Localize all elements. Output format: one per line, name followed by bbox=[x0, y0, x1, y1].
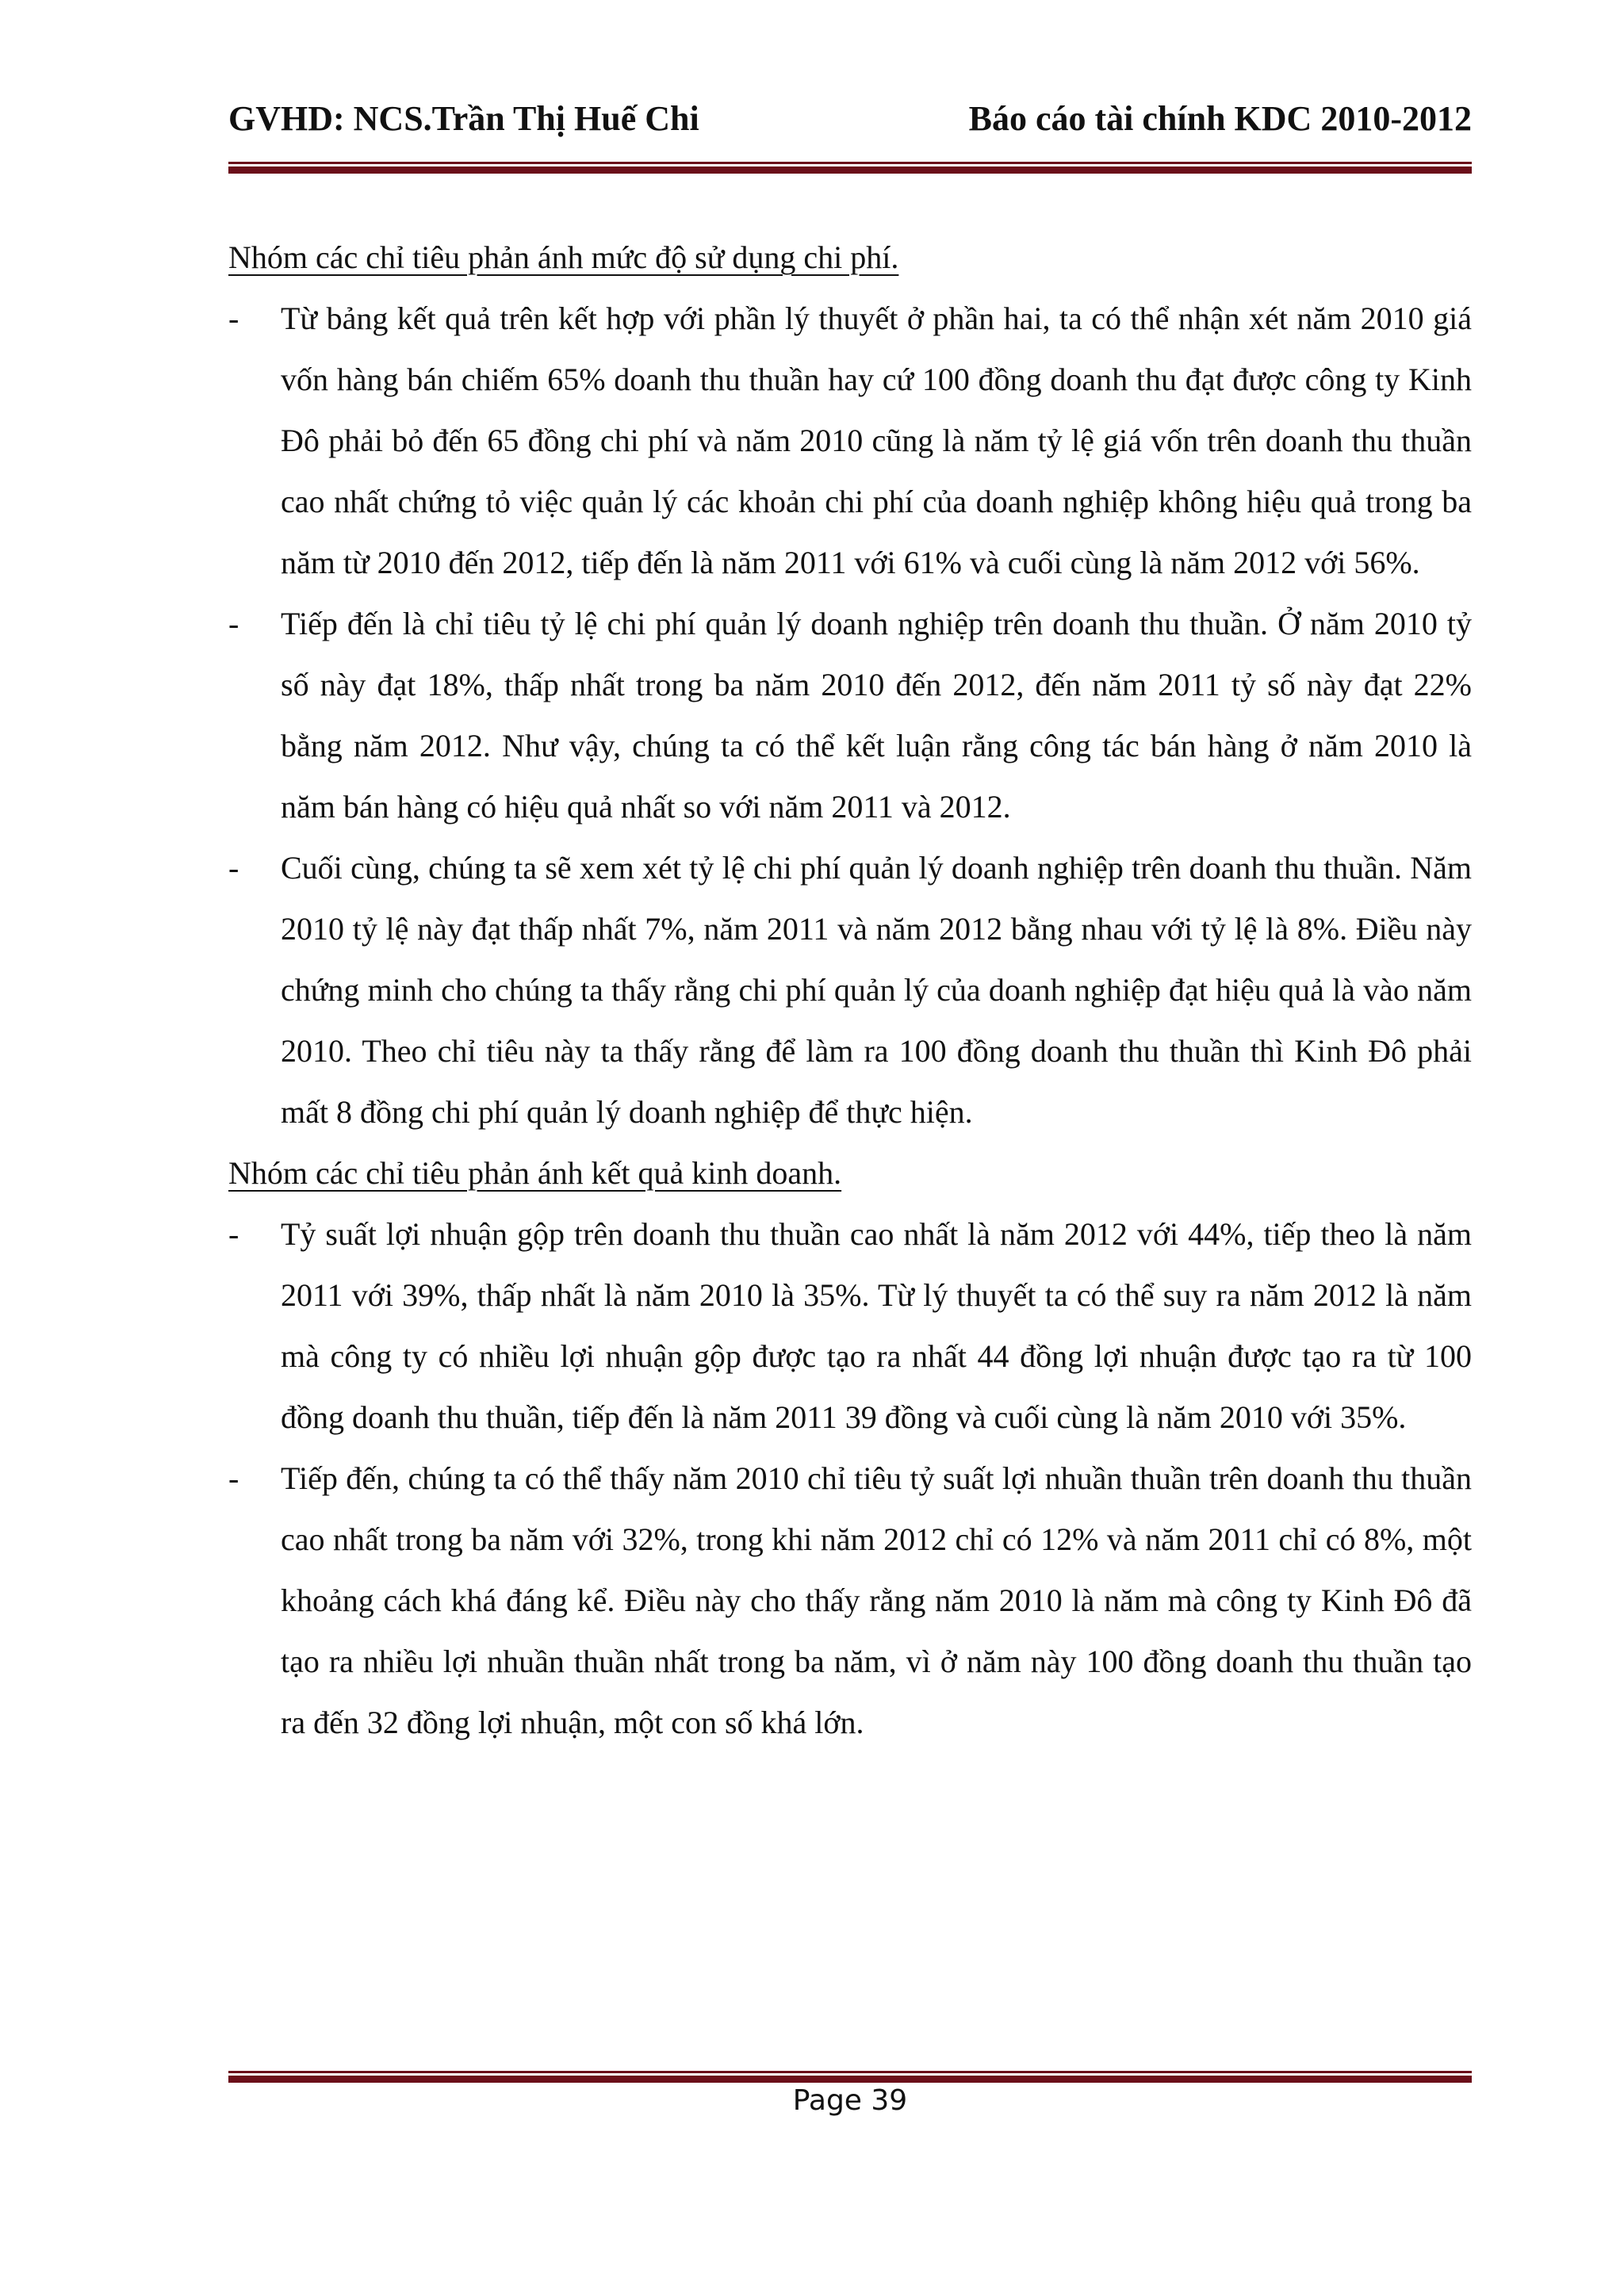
footer-divider-thin-line bbox=[228, 2071, 1472, 2073]
list-item bbox=[228, 1203, 1472, 1448]
header-divider-thick-line bbox=[228, 166, 1472, 174]
list-item bbox=[228, 837, 1472, 1142]
header-divider-thin-line bbox=[228, 162, 1472, 164]
page-number: Page 39 bbox=[792, 2084, 908, 2117]
list-item-text: Tiếp đến là chỉ tiêu tỷ lệ chi phí quản lý doanh nghiệp trên doanh thu thuần. Ở năm 2010 tỷ số này đạt 18%, thấp nhất trong ba năm 2010 đến 2012, đến năm 2011 tỷ số này đạt 22% bằng năm 2012. Như vậy, chúng ta có thể kết luận rằng công tác bán hàng ở năm 2010 là năm bán hàng có hiệu quả nhất so với năm 2011 và 2012. bbox=[281, 606, 1472, 825]
bullet-dash: - bbox=[228, 850, 239, 886]
section-heading-cost-usage: Nhóm các chỉ tiêu phản ánh mức độ sử dụng chi phí. bbox=[228, 239, 899, 275]
section-heading-business-results: Nhóm các chỉ tiêu phản ánh kết quả kinh doanh. bbox=[228, 1155, 842, 1191]
page-header bbox=[228, 95, 1472, 143]
list-item-text: Tiếp đến, chúng ta có thể thấy năm 2010 chỉ tiêu tỷ suất lợi nhuần thuần trên doanh thu thuần cao nhất trong ba năm với 32%, trong khi năm 2012 chỉ có 12% và năm 2011 chỉ có 8%, một khoảng cách khá đáng kể. Điều này cho thấy rằng năm 2010 là năm mà công ty Kinh Đô đã tạo ra nhiều lợi nhuần thuần nhất trong ba năm, vì ở năm này 100 đồng doanh thu thuần tạo ra đến 32 đồng lợi nhuận, một con số khá lớn. bbox=[281, 1460, 1472, 1740]
list-item bbox=[228, 1448, 1472, 1753]
list-item-text: Từ bảng kết quả trên kết hợp với phần lý thuyết ở phần hai, ta có thể nhận xét năm 2010 giá vốn hàng bán chiếm 65% doanh thu thuần hay cứ 100 đồng doanh thu đạt được công ty Kinh Đô phải bỏ đến 65 đồng chi phí và năm 2010 cũng là năm tỷ lệ giá vốn trên doanh thu thuần cao nhất chứng tỏ việc quản lý các khoản chi phí của doanh nghiệp không hiệu quả trong ba năm từ 2010 đến 2012, tiếp đến là năm 2011 với 61% và cuối cùng là năm 2012 với 56%. bbox=[281, 300, 1472, 580]
bullet-dash: - bbox=[228, 606, 239, 641]
list-item-text: Cuối cùng, chúng ta sẽ xem xét tỷ lệ chi phí quản lý doanh nghiệp trên doanh thu thuần. Năm 2010 tỷ lệ này đạt thấp nhất 7%, năm 2011 và năm 2012 bằng nhau với tỷ lệ là 8%. Điều này chứng minh cho chúng ta thấy rằng chi phí quản lý của doanh nghiệp đạt hiệu quả là vào năm 2010. Theo chỉ tiêu này ta thấy rằng để làm ra 100 đồng doanh thu thuần thì Kinh Đô phải mất 8 đồng chi phí quản lý doanh nghiệp để thực hiện. bbox=[281, 850, 1472, 1130]
header-report-title: Báo cáo tài chính KDC 2010-2012 bbox=[968, 99, 1472, 138]
header-supervisor: GVHD: NCS.Trần Thị Huế Chi bbox=[228, 99, 699, 138]
list-item bbox=[228, 593, 1472, 837]
bullet-dash: - bbox=[228, 1460, 239, 1496]
document-body bbox=[228, 227, 1472, 1753]
header-divider bbox=[228, 162, 1472, 174]
bullet-dash: - bbox=[228, 1216, 239, 1252]
bullet-dash: - bbox=[228, 300, 239, 336]
list-item-text: Tỷ suất lợi nhuận gộp trên doanh thu thuần cao nhất là năm 2012 với 44%, tiếp theo là năm 2011 với 39%, thấp nhất là năm 2010 là 35%. Từ lý thuyết ta có thể suy ra năm 2012 là năm mà công ty có nhiều lợi nhuận gộp được tạo ra nhất 44 đồng lợi nhuận được tạo ra từ 100 đồng doanh thu thuần, tiếp đến là năm 2011 39 đồng và cuối cùng là năm 2010 với 35%. bbox=[281, 1216, 1472, 1435]
list-item bbox=[228, 288, 1472, 593]
